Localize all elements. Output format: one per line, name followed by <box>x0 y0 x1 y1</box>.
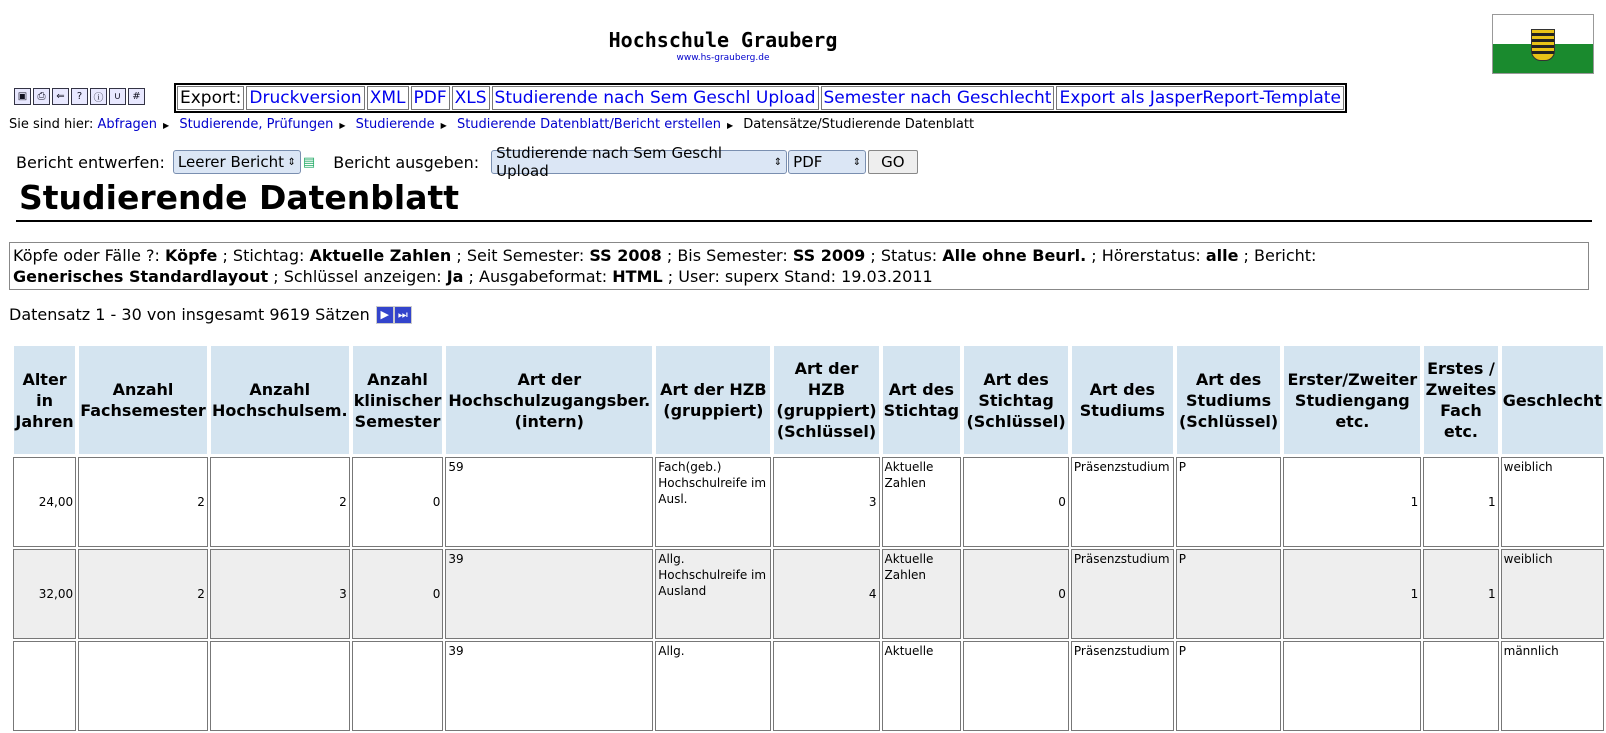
chevron-right-icon: ▶ <box>726 121 734 130</box>
param-label: ; Hörerstatus: <box>1086 246 1206 265</box>
table-cell: 1 <box>1423 549 1498 639</box>
table-cell: Allg. Hochschulreife im Ausland <box>655 549 771 639</box>
column-header[interactable]: Art der Hochschulzugangsber. (intern) <box>445 345 653 455</box>
column-header[interactable]: Art des Studiums <box>1071 345 1174 455</box>
select-arrows-icon: ⇕ <box>852 156 862 168</box>
table-cell: 1 <box>1283 457 1421 547</box>
table-cell <box>13 641 76 731</box>
table-cell <box>352 641 444 731</box>
column-header[interactable]: Alter in Jahren <box>13 345 76 455</box>
table-cell: 0 <box>963 457 1069 547</box>
table-row <box>13 457 1604 547</box>
table-cell <box>1423 641 1498 731</box>
select-arrows-icon: ⇕ <box>773 156 783 168</box>
breadcrumb-current: Datensätze/Studierende Datenblatt <box>743 117 975 132</box>
table-cell <box>78 641 208 731</box>
param-label: ; Schlüssel anzeigen: <box>268 267 447 286</box>
chevron-right-icon: ▶ <box>339 121 346 130</box>
breadcrumb-item[interactable]: Abfragen <box>97 117 158 132</box>
breadcrumb-prefix: Sie sind hier: <box>9 117 94 132</box>
help-icon[interactable]: ? <box>71 88 88 105</box>
table-cell: P <box>1176 549 1282 639</box>
param-label: ; Bericht: <box>1238 246 1317 265</box>
column-header[interactable]: Anzahl Hochschulsem. <box>210 345 350 455</box>
table-cell: Präsenzstudium <box>1071 641 1174 731</box>
table-cell: 1 <box>1423 457 1498 547</box>
grid-icon[interactable]: # <box>128 88 145 105</box>
breadcrumb-item[interactable]: Studierende <box>355 117 435 132</box>
table-cell: 2 <box>78 549 208 639</box>
output-label: Bericht ausgeben: <box>333 152 480 172</box>
param-label: Köpfe oder Fälle ?: <box>13 246 165 265</box>
attach-icon[interactable]: ∪ <box>109 88 126 105</box>
export-bar <box>174 83 1347 113</box>
param-label: ; Ausgabeformat: <box>463 267 613 286</box>
table-cell: Präsenzstudium <box>1071 549 1174 639</box>
column-header[interactable]: Art des Stichtag <box>882 345 962 455</box>
info-icon[interactable]: ⓘ <box>90 88 107 105</box>
param-label: ; User: superx Stand: 19.03.2011 <box>662 267 933 286</box>
export-upload-link[interactable]: Studierende nach Sem Geschl Upload <box>492 86 819 110</box>
param-value: Alle ohne Beurl. <box>942 246 1087 265</box>
chevron-right-icon: ▶ <box>163 121 170 130</box>
table-cell <box>963 641 1069 731</box>
breadcrumb-item[interactable]: Studierende, Prüfungen <box>179 117 334 132</box>
table-cell: 1 <box>1283 549 1421 639</box>
toolbar <box>14 88 145 105</box>
last-page-icon[interactable]: ⏭ <box>394 306 412 324</box>
column-header[interactable]: Art der HZB (gruppiert) <box>655 345 771 455</box>
param-value: HTML <box>612 267 663 286</box>
header-title: Hochschule Grauberg <box>608 28 838 52</box>
record-count-text: Datensatz 1 - 30 von insgesamt 9619 Sätzen <box>9 305 370 324</box>
table-cell: weiblich <box>1501 457 1604 547</box>
column-header[interactable]: Erster/Zweiter Studiengang etc. <box>1283 345 1421 455</box>
column-header[interactable]: Geschlecht <box>1501 345 1604 455</box>
chevron-right-icon: ▶ <box>440 121 447 130</box>
param-value: SS 2008 <box>589 246 662 265</box>
export-xls-link[interactable]: XLS <box>452 86 490 110</box>
table-cell: 4 <box>773 549 879 639</box>
table-cell: 2 <box>78 457 208 547</box>
save-icon[interactable]: ▣ <box>14 88 31 105</box>
param-value: Köpfe <box>164 246 218 265</box>
column-header[interactable]: Art des Studiums (Schlüssel) <box>1176 345 1282 455</box>
param-value: Aktuelle Zahlen <box>309 246 452 265</box>
edit-report-icon[interactable]: ▤ <box>302 154 316 170</box>
export-label: Export: <box>177 86 244 110</box>
table-cell: 3 <box>773 457 879 547</box>
param-value: Ja <box>446 267 464 286</box>
table-cell <box>1283 641 1421 731</box>
param-value: alle <box>1205 246 1239 265</box>
breadcrumb <box>9 117 974 132</box>
data-table <box>11 343 1606 733</box>
export-druckversion-link[interactable]: Druckversion <box>246 86 364 110</box>
export-jasper-link[interactable]: Export als JasperReport-Template <box>1056 86 1343 110</box>
print-icon[interactable]: ⎙ <box>33 88 50 105</box>
column-header[interactable]: Art der HZB (gruppiert) (Schlüssel) <box>773 345 879 455</box>
back-icon[interactable]: ⇐ <box>52 88 69 105</box>
design-select[interactable] <box>173 150 301 174</box>
pager <box>376 306 412 324</box>
go-button[interactable]: GO <box>868 150 917 174</box>
breadcrumb-item[interactable]: Studierende Datenblatt/Bericht erstellen <box>456 117 721 132</box>
table-cell: Aktuelle Zahlen <box>882 457 962 547</box>
table-cell <box>210 641 350 731</box>
coat-of-arms-icon <box>1531 29 1555 61</box>
param-label: ; Seit Semester: <box>451 246 590 265</box>
table-cell: männlich <box>1501 641 1604 731</box>
column-header[interactable]: Anzahl Fachsemester <box>78 345 208 455</box>
param-value: Generisches Standardlayout <box>13 267 269 286</box>
column-header[interactable]: Art des Stichtag (Schlüssel) <box>963 345 1069 455</box>
table-cell: 0 <box>352 549 444 639</box>
table-cell: Aktuelle <box>882 641 962 731</box>
table-cell: weiblich <box>1501 549 1604 639</box>
export-pdf-link[interactable]: PDF <box>411 86 450 110</box>
header-url[interactable]: www.hs-grauberg.de <box>676 53 770 63</box>
table-cell: 3 <box>210 549 350 639</box>
table-cell: 24,00 <box>13 457 76 547</box>
param-label: ; Stichtag: <box>217 246 310 265</box>
format-select[interactable] <box>788 150 866 174</box>
format-select-value: PDF <box>793 153 823 171</box>
select-arrows-icon: ⇕ <box>287 156 296 168</box>
design-label: Bericht entwerfen: <box>16 152 165 172</box>
table-cell: 2 <box>210 457 350 547</box>
table-cell: 59 <box>445 457 653 547</box>
table-cell <box>773 641 879 731</box>
table-cell: Präsenzstudium <box>1071 457 1174 547</box>
table-cell: P <box>1176 457 1282 547</box>
output-select-value: Studierende nach Sem Geschl Upload <box>496 144 723 180</box>
export-semester-link[interactable]: Semester nach Geschlecht <box>821 86 1055 110</box>
next-page-icon[interactable]: ▶ <box>376 306 394 324</box>
table-cell: Fach(geb.) Hochschulreife im Ausl. <box>655 457 771 547</box>
report-controls <box>16 144 918 180</box>
param-label: ; Bis Semester: <box>661 246 793 265</box>
column-header[interactable]: Anzahl klinischer Semester <box>352 345 444 455</box>
design-select-value: Leerer Bericht <box>177 153 284 171</box>
table-row <box>13 549 1604 639</box>
table-cell: 39 <box>445 549 653 639</box>
table-cell: 0 <box>963 549 1069 639</box>
table-cell: P <box>1176 641 1282 731</box>
table-cell: Allg. <box>655 641 771 731</box>
table-cell: Aktuelle Zahlen <box>882 549 962 639</box>
flag-logo <box>1492 14 1594 74</box>
record-count <box>9 305 412 324</box>
table-cell: 39 <box>445 641 653 731</box>
table-cell: 0 <box>352 457 444 547</box>
output-select[interactable] <box>491 144 787 180</box>
table-cell: 32,00 <box>13 549 76 639</box>
table-header-row <box>13 345 1604 455</box>
table-row <box>13 641 1604 731</box>
title-divider <box>16 220 1592 222</box>
export-xml-link[interactable]: XML <box>367 86 409 110</box>
param-label: ; Status: <box>865 246 943 265</box>
report-parameters <box>9 242 1589 290</box>
page-title: Studierende Datenblatt <box>19 178 460 217</box>
param-value: SS 2009 <box>792 246 866 265</box>
column-header[interactable]: Erstes / Zweites Fach etc. <box>1423 345 1498 455</box>
